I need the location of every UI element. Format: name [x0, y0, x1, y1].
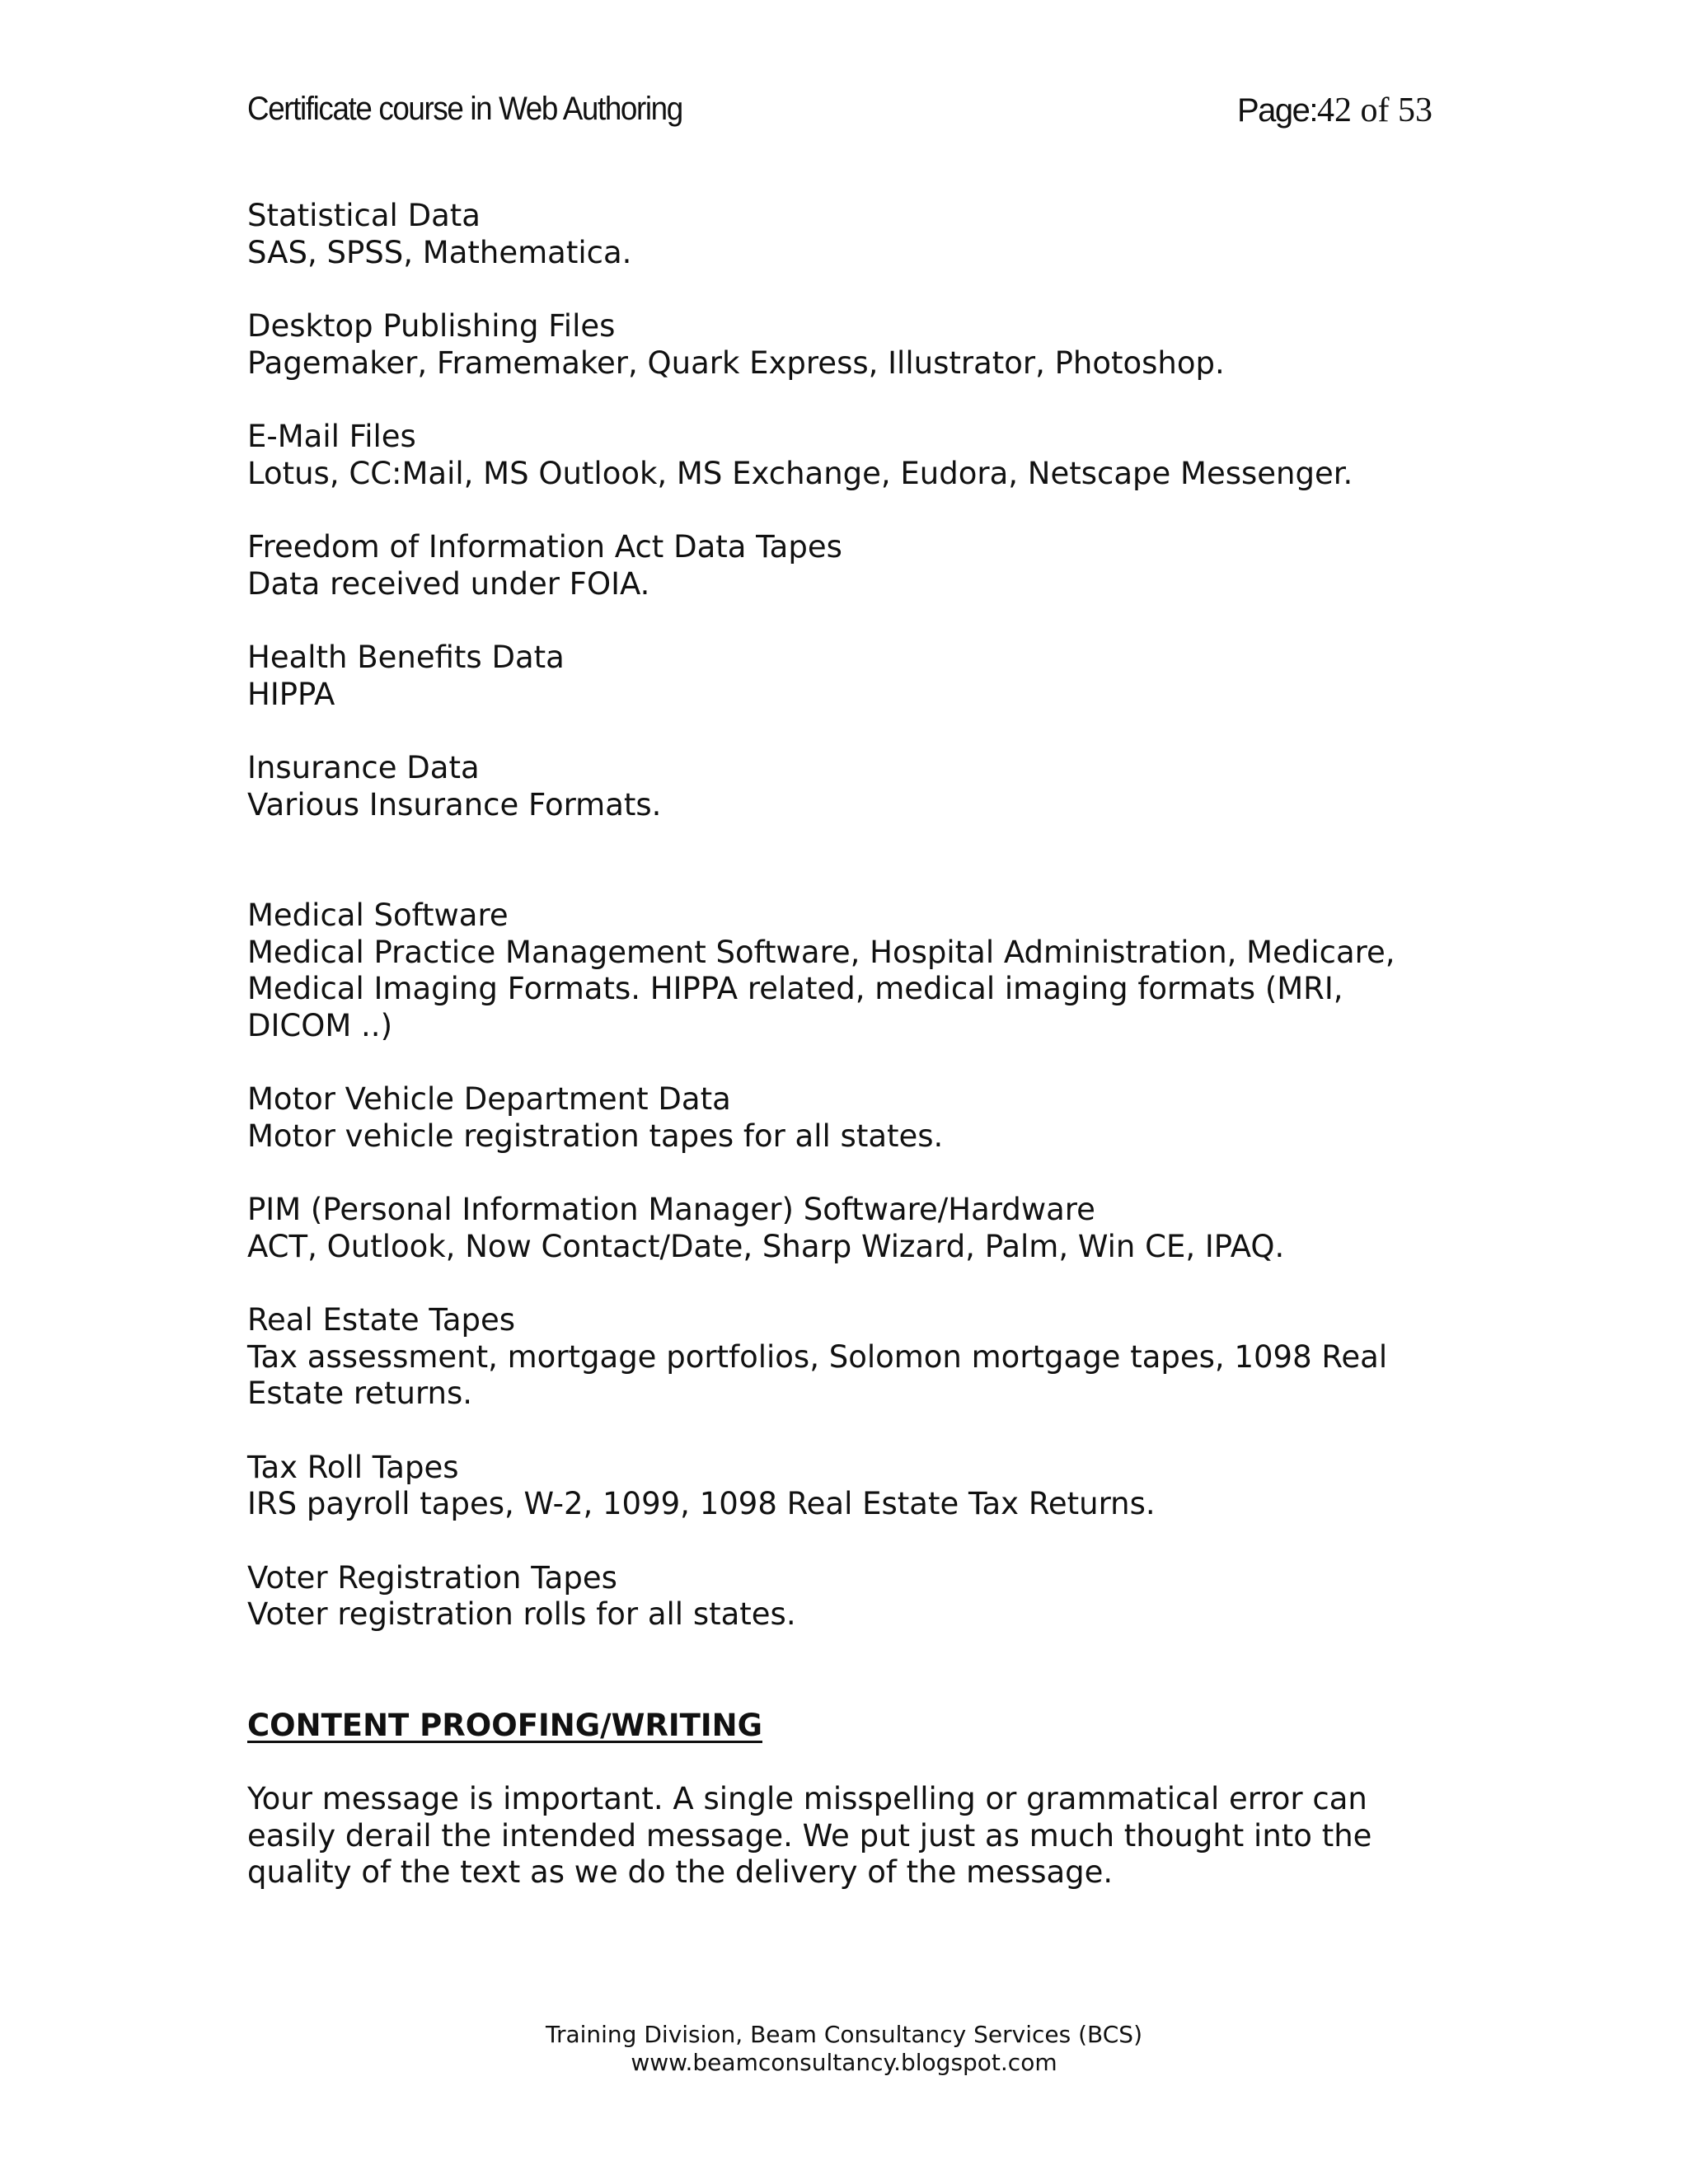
entry-motor-vehicle: [247, 1081, 1451, 1155]
entry-description: HIPPA: [247, 676, 335, 712]
entry-health-benefits: [247, 640, 1451, 713]
entry-description: Pagemaker, Framemaker, Quark Express, Illustrator, Photoshop.: [247, 344, 1225, 381]
entry-description: Data received under FOIA.: [247, 565, 650, 602]
entry-description: IRS payroll tapes, W-2, 1099, 1098 Real Estate Tax Returns.: [247, 1486, 1156, 1521]
page-header: [247, 91, 1432, 140]
entry-title: Motor Vehicle Department Data: [247, 1081, 731, 1117]
course-title: Certificate course in Web Authoring: [247, 91, 682, 127]
entry-description: Various Insurance Formats.: [247, 786, 662, 823]
entry-description: SAS, SPSS, Mathematica.: [247, 234, 632, 270]
entry-description: Tax assessment, mortgage portfolios, Solomon mortgage tapes, 1098 Real Estate returns.: [247, 1338, 1388, 1411]
entry-medical-software: [247, 898, 1451, 1044]
section-heading: CONTENT PROOFING/WRITING: [247, 1707, 762, 1743]
entry-title: Desktop Publishing Files: [247, 308, 616, 344]
entry-description: Motor vehicle registration tapes for all states.: [247, 1118, 944, 1154]
entry-statistical-data: [247, 198, 1451, 271]
section-paragraph: Your message is important. A single misspelling or grammatical error can easily derail the intended message. We put just as much thought into the quality of the text as we do the delivery of the message.: [247, 1781, 1372, 1890]
entry-title: Statistical Data: [247, 198, 481, 233]
page-number-value: 42 of 53: [1317, 91, 1432, 129]
entry-title: Freedom of Information Act Data Tapes: [247, 529, 842, 565]
entry-title: Medical Software: [247, 898, 509, 933]
entry-title: Health Benefits Data: [247, 640, 565, 675]
entry-voter-registration: [247, 1560, 1451, 1633]
footer-organization: Training Division, Beam Consultancy Services (BCS): [545, 2021, 1143, 2048]
entry-title: Real Estate Tapes: [247, 1302, 516, 1338]
entry-insurance-data: [247, 750, 1451, 823]
entry-title: E-Mail Files: [247, 419, 416, 454]
entry-title: Voter Registration Tapes: [247, 1559, 617, 1596]
entry-title: Insurance Data: [247, 750, 480, 785]
document-body: [247, 198, 1451, 1891]
footer-website: www.beamconsultancy.blogspot.com: [631, 2049, 1057, 2076]
page-number: [1237, 91, 1432, 130]
entry-email-files: [247, 419, 1451, 492]
entry-tax-roll: [247, 1450, 1451, 1523]
page-number-label: Page:: [1236, 92, 1317, 129]
entry-title: PIM (Personal Information Manager) Software/Hardware: [247, 1192, 1095, 1227]
entry-real-estate: [247, 1302, 1451, 1413]
entry-description: Lotus, CC:Mail, MS Outlook, MS Exchange, Eudora, Netscape Messenger.: [247, 455, 1353, 491]
page-footer: [0, 2021, 1688, 2077]
entry-title: Tax Roll Tapes: [247, 1449, 459, 1485]
entry-foia-tapes: [247, 529, 1451, 602]
entry-description: Voter registration rolls for all states.: [247, 1596, 796, 1632]
entry-description: Medical Practice Management Software, Hospital Administration, Medicare, Medical Imaging Formats. HIPPA related, medical imaging formats (MRI, DICOM ..): [247, 934, 1395, 1043]
entry-pim-software: [247, 1192, 1451, 1265]
entry-description: ACT, Outlook, Now Contact/Date, Sharp Wizard, Palm, Win CE, IPAQ.: [247, 1228, 1285, 1264]
entry-desktop-publishing: [247, 308, 1451, 382]
